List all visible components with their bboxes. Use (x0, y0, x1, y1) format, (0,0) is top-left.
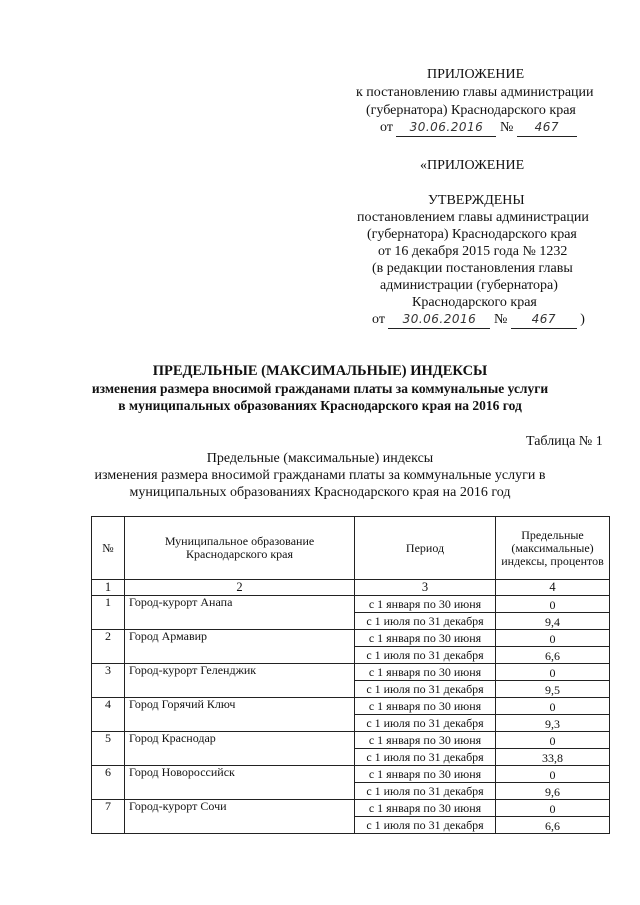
table-row (92, 698, 610, 715)
index-value: 0 (496, 664, 610, 681)
municipality-name: Город Армавир (125, 630, 355, 664)
period-cell: с 1 июля по 31 декабря (355, 817, 496, 834)
approved-line-4: (в редакции постановления главы (372, 261, 573, 276)
municipality-name: Город-курорт Геленджик (125, 664, 355, 698)
table-number: Таблица № 1 (526, 434, 603, 449)
header-period: Период (355, 517, 496, 580)
approved-line-3: от 16 декабря 2015 года № 1232 (378, 244, 568, 259)
municipality-name: Город-курорт Сочи (125, 800, 355, 834)
header-num: № (92, 517, 125, 580)
table-row (92, 664, 610, 681)
handwritten-number: 467 (517, 119, 577, 137)
heading-line-1: ПРЕДЕЛЬНЫЕ (МАКСИМАЛЬНЫЕ) ИНДЕКСЫ (152, 363, 488, 379)
from-label: от (380, 120, 393, 135)
row-number: 1 (92, 596, 125, 630)
column-number: 1 (92, 580, 125, 596)
number-label: № (499, 120, 514, 135)
number-label: № (493, 312, 508, 327)
period-cell: с 1 января по 30 июня (355, 664, 496, 681)
approved-line-2: (губернатора) Краснодарского края (367, 227, 577, 242)
period-cell: с 1 января по 30 июня (355, 732, 496, 749)
municipality-name: Город Новороссийск (125, 766, 355, 800)
column-number-row (92, 580, 610, 596)
caption-line-2: изменения размера вносимой гражданами платы за коммунальные услуги в (94, 468, 546, 483)
table-header-row (92, 517, 610, 580)
period-cell: с 1 июля по 31 декабря (355, 681, 496, 698)
index-value: 9,5 (496, 681, 610, 698)
municipality-name: Город-курорт Анапа (125, 596, 355, 630)
appendix-line-2: (губернатора) Краснодарского края (366, 103, 576, 118)
row-number: 4 (92, 698, 125, 732)
index-value: 0 (496, 698, 610, 715)
period-cell: с 1 июля по 31 декабря (355, 749, 496, 766)
period-cell: с 1 июля по 31 декабря (355, 647, 496, 664)
table-row (92, 800, 610, 817)
index-value: 33,8 (496, 749, 610, 766)
approved-quote-title: «ПРИЛОЖЕНИЕ (420, 158, 525, 173)
index-value: 0 (496, 800, 610, 817)
period-cell: с 1 июля по 31 декабря (355, 613, 496, 630)
table-row (92, 596, 610, 613)
period-cell: с 1 июля по 31 декабря (355, 783, 496, 800)
row-number: 7 (92, 800, 125, 834)
appendix-line-1: к постановлению главы администрации (356, 85, 594, 100)
caption-line-1: Предельные (максимальные) индексы (206, 451, 434, 466)
handwritten-date: 30.06.2016 (396, 119, 496, 137)
handwritten-date: 30.06.2016 (388, 311, 490, 329)
row-number: 2 (92, 630, 125, 664)
table-row (92, 766, 610, 783)
index-value: 6,6 (496, 817, 610, 834)
period-cell: с 1 января по 30 июня (355, 698, 496, 715)
index-value: 9,4 (496, 613, 610, 630)
period-cell: с 1 января по 30 июня (355, 800, 496, 817)
index-value: 9,6 (496, 783, 610, 800)
period-cell: с 1 января по 30 июня (355, 766, 496, 783)
approved-line-1: постановлением главы администрации (357, 210, 589, 225)
header-municipality: Муниципальное образование Краснодарского края (125, 517, 355, 580)
period-cell: с 1 января по 30 июня (355, 630, 496, 647)
index-value: 0 (496, 766, 610, 783)
approved-line-6: Краснодарского края (412, 295, 537, 310)
closing-paren: ) (580, 312, 585, 327)
row-number: 3 (92, 664, 125, 698)
column-number: 4 (496, 580, 610, 596)
heading-line-3: в муниципальных образованиях Краснодарского края на 2016 год (118, 398, 522, 413)
period-cell: с 1 июля по 31 декабря (355, 715, 496, 732)
municipality-name: Город Горячий Ключ (125, 698, 355, 732)
index-value: 9,3 (496, 715, 610, 732)
header-index: Предельные (максимальные) индексы, процентов (496, 517, 610, 580)
appendix-title: ПРИЛОЖЕНИЕ (427, 67, 525, 82)
row-number: 6 (92, 766, 125, 800)
handwritten-number: 467 (511, 311, 577, 329)
table-row (92, 630, 610, 647)
approved-date-line (372, 311, 585, 329)
approved-line-5: администрации (губернатора) (380, 278, 558, 293)
municipality-name: Город Краснодар (125, 732, 355, 766)
index-value: 0 (496, 732, 610, 749)
table-row (92, 732, 610, 749)
heading-line-2: изменения размера вносимой гражданами платы за коммунальные услуги (91, 381, 549, 396)
row-number: 5 (92, 732, 125, 766)
index-value: 0 (496, 630, 610, 647)
caption-line-3: муниципальных образованиях Краснодарского края на 2016 год (129, 485, 511, 500)
column-number: 2 (125, 580, 355, 596)
period-cell: с 1 января по 30 июня (355, 596, 496, 613)
appendix-date-line (380, 119, 577, 137)
indices-table (91, 516, 610, 834)
index-value: 0 (496, 596, 610, 613)
column-number: 3 (355, 580, 496, 596)
approved-title: УТВЕРЖДЕНЫ (428, 193, 525, 208)
from-label: от (372, 312, 385, 327)
index-value: 6,6 (496, 647, 610, 664)
